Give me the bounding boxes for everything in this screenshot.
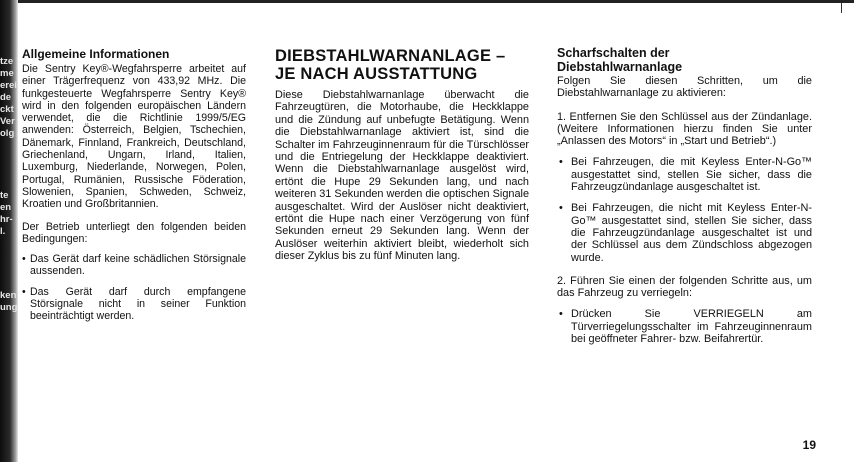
list-item: • Das Gerät darf keine schädlichen Störsignale aussenden. [22,253,246,278]
list-item: • Bei Fahrzeugen, die mit Keyless Enter-N-Go™ ausgestattet sind, stellen Sie sicher, dass die Fahrzeugzündanlage ausgeschaltet ist. [557,156,812,193]
section-heading-general-info: Allgemeine Informationen [22,47,170,61]
fragment: ckt [0,104,14,115]
fragment: olg [0,128,15,139]
list-item: • Drücken Sie VERRIEGELN am Türverriegelungsschalter im Fahrzeuginnenraum bei geöffneter Fahrer- bzw. Beifahrertür. [557,308,812,345]
section-heading-arming [557,47,812,74]
section-heading-alarm [275,47,529,83]
fragment: ken [0,290,17,301]
fragment: te [0,190,9,201]
heading-line: JE NACH AUSSTATTUNG [275,65,478,83]
step-1-list [557,156,812,263]
fragment: de [0,92,12,103]
left-column [22,47,246,323]
fragment: tze [0,56,14,67]
step-2: 2. Führen Sie einen der folgenden Schritte aus, um das Fahrzeug zu verriegeln: [557,274,812,300]
page-number: 19 [802,438,816,452]
conditions-intro: Der Betrieb unterliegt den folgenden beiden Bedingungen: [22,220,246,245]
list-item: • Bei Fahrzeugen, die nicht mit Keyless Enter-N-Go™ ausgestattet sind, stellen Sie sicher, dass die Fahrzeugzündanlage ausgeschaltet ist und der Schlüssel aus dem Zündschloss abgezogen wurde. [557,202,812,263]
fragment: erei [0,80,17,91]
facing-page-fragments-bottom [0,290,24,314]
facing-page-fragments-mid [0,190,24,238]
arming-intro: Folgen Sie diesen Schritten, um die Diebstahlwarnanlage zu aktivieren: [557,75,812,100]
fragment: me [0,68,14,79]
top-rule [0,0,854,3]
fragment: hr- [0,214,13,225]
facing-page-fragments-top [0,56,24,140]
alarm-description: Diese Diebstahlwarnanlage überwacht die Fahrzeugtüren, die Motorhaube, die Heckklappe und die Zündung auf unbefugte Betätigung. Wenn die Diebstahlwarnanlage aktiviert ist, sind die Schalter im Fahrzeuginnenraum für die Türschlösser und die Entriegelung der Heckklappe deaktiviert. Wenn die Diebstahlwarnanlage ausgelöst wird, ertönt die Hupe 29 Sekunden lang, und nach weiteren 31 Sekunden werden die optischen Signale ausgeschaltet. Wird der Auslöser nicht deaktiviert, ertönt die Hupe nach einer Verzögerung von fünf Sekunden erneut 29 Sekunden lang. Wenn der Auslöser weiterhin aktiviert bleibt, wiederholt sich dieser Zyklus bis zu fünf Minuten lang. [275,89,529,263]
fragment: en [0,202,12,213]
heading-line: Scharfschalten der [557,46,670,60]
step-2-list [557,308,812,345]
middle-column [275,47,529,263]
list-item: • Das Gerät darf durch empfangene Störsignale nicht in seiner Funktion beeinträchtigt werden. [22,286,246,323]
fragment: ung [0,302,18,313]
crop-mark [841,3,842,13]
intro-paragraph: Die Sentry Key®-Wegfahrsperre arbeitet auf einer Trägerfrequenz von 433,92 MHz. Die funkgesteuerte Wegfahrsperre Sentry Key® wird in den folgenden europäischen Ländern verwendet, die die Richtlinie 1999/5/EG anwenden: Österreich, Belgien, Tschechien, Dänemark, Finnland, Frankreich, Deutschland, Griechenland, Ungarn, Irland, Italien, Luxemburg, Niederlande, Norwegen, Polen, Portugal, Rumänien, Russische Föderation, Slowenien, Spanien, Schweden, Schweiz, Kroatien und Großbritannien. [22,63,246,211]
fragment: Ver [0,116,15,127]
heading-line: DIEBSTAHLWARNANLAGE – [275,47,506,65]
step-1: 1. Entfernen Sie den Schlüssel aus der Zündanlage. (Weitere Informationen hierzu finden Sie unter „Anlassen des Motors“ in „Start und Betrieb“.) [557,110,812,148]
heading-line: Diebstahlwarnanlage [557,59,683,74]
fragment: l. [0,226,6,237]
conditions-list [22,253,246,322]
right-column [557,47,812,345]
